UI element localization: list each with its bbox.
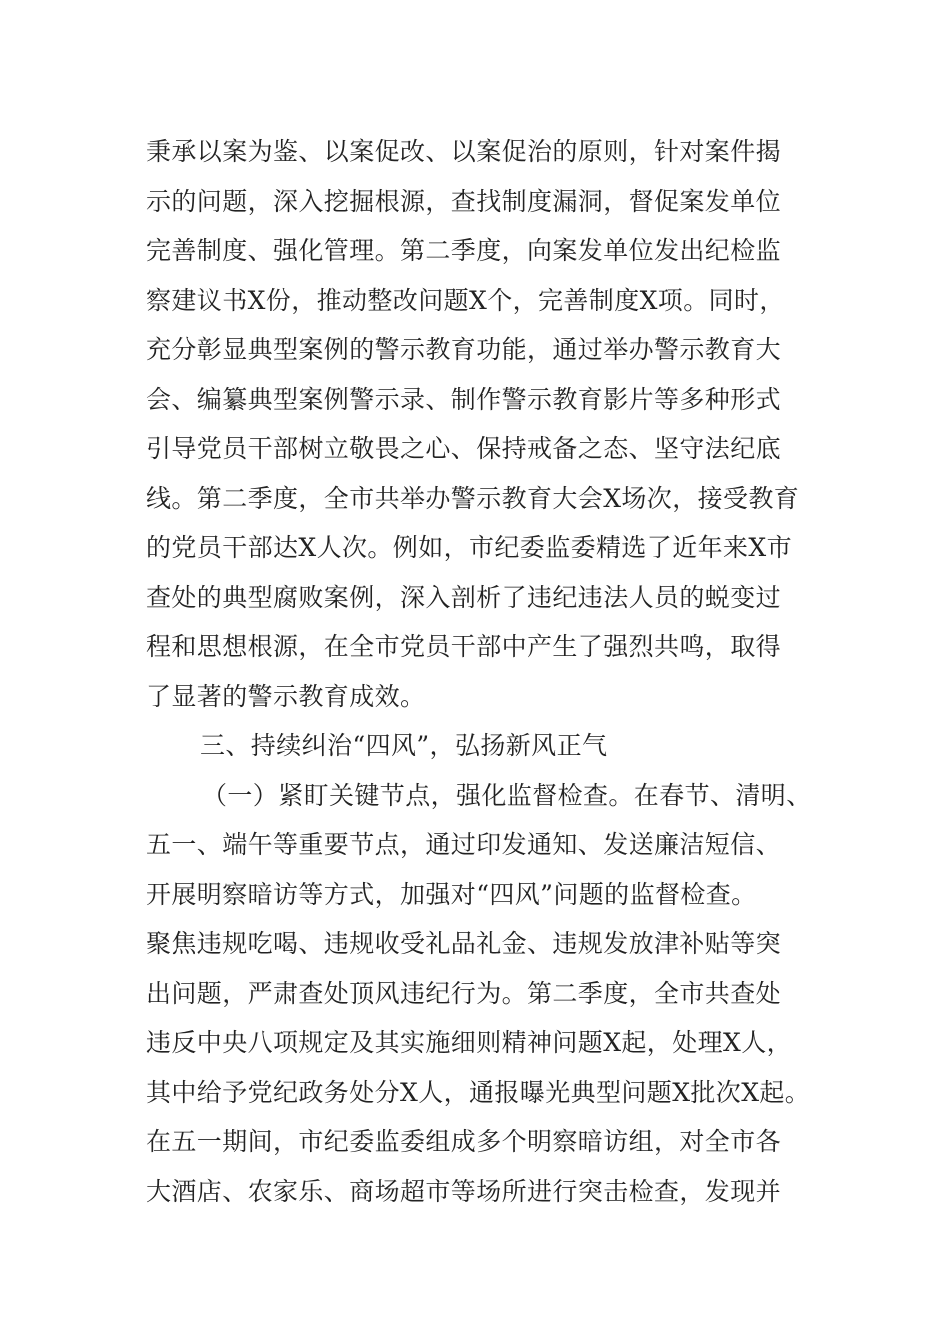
body-line: 了显著的警示教育成效。 (146, 681, 426, 711)
body-line: 察建议书X份，推动整改问题X个，完善制度X项。同时， (146, 285, 785, 315)
body-line: 其中给予党纪政务处分X人，通报曝光典型问题X批次X起。 (146, 1077, 811, 1107)
body-line: 聚焦违规吃喝、违规收受礼品礼金、违规发放津补贴等突 (146, 929, 782, 958)
body-line: 的党员干部达X人次。例如，市纪委监委精选了近年来X市 (146, 533, 792, 562)
body-line: 五一、端午等重要节点，通过印发通知、发送廉洁短信、 (146, 830, 782, 859)
document-body (146, 127, 836, 1216)
body-line: 会、编纂典型案例警示录、制作警示教育影片等多种形式 (146, 384, 782, 414)
body-line: 线。第二季度，全市共举办警示教育大会X场次，接受教育 (146, 483, 800, 513)
body-line: 程和思想根源，在全市党员干部中产生了强烈共鸣，取得 (146, 632, 782, 661)
body-line: 秉承以案为鉴、以案促改、以案促治的原则，针对案件揭 (146, 137, 782, 166)
body-line: 在五一期间，市纪委监委组成多个明察暗访组，对全市各 (146, 1127, 782, 1156)
body-line: 出问题，严肃查处顶风违纪行为。第二季度，全市共查处 (146, 978, 782, 1008)
body-line: 充分彰显典型案例的警示教育功能，通过举办警示教育大 (146, 335, 782, 364)
section-heading: 三、持续纠治“四风”，弘扬新风正气 (200, 731, 608, 760)
subsection-heading: （一）紧盯关键节点，强化监督检查。在春节、清明、 (202, 780, 812, 810)
body-line: 引导党员干部树立敬畏之心、保持戒备之态、坚守法纪底 (146, 434, 782, 463)
body-line: 完善制度、强化管理。第二季度，向案发单位发出纪检监 (146, 236, 782, 265)
body-line: 查处的典型腐败案例，深入剖析了违纪违法人员的蜕变过 (146, 582, 782, 612)
body-line: 示的问题，深入挖掘根源，查找制度漏洞，督促案发单位 (146, 186, 782, 216)
body-line: 开展明察暗访等方式，加强对“四风”问题的监督检查。 (146, 879, 757, 909)
body-line: 大酒店、农家乐、商场超市等场所进行突击检查，发现并 (146, 1176, 782, 1206)
body-line: 违反中央八项规定及其实施细则精神问题X起，处理X人， (146, 1028, 792, 1057)
